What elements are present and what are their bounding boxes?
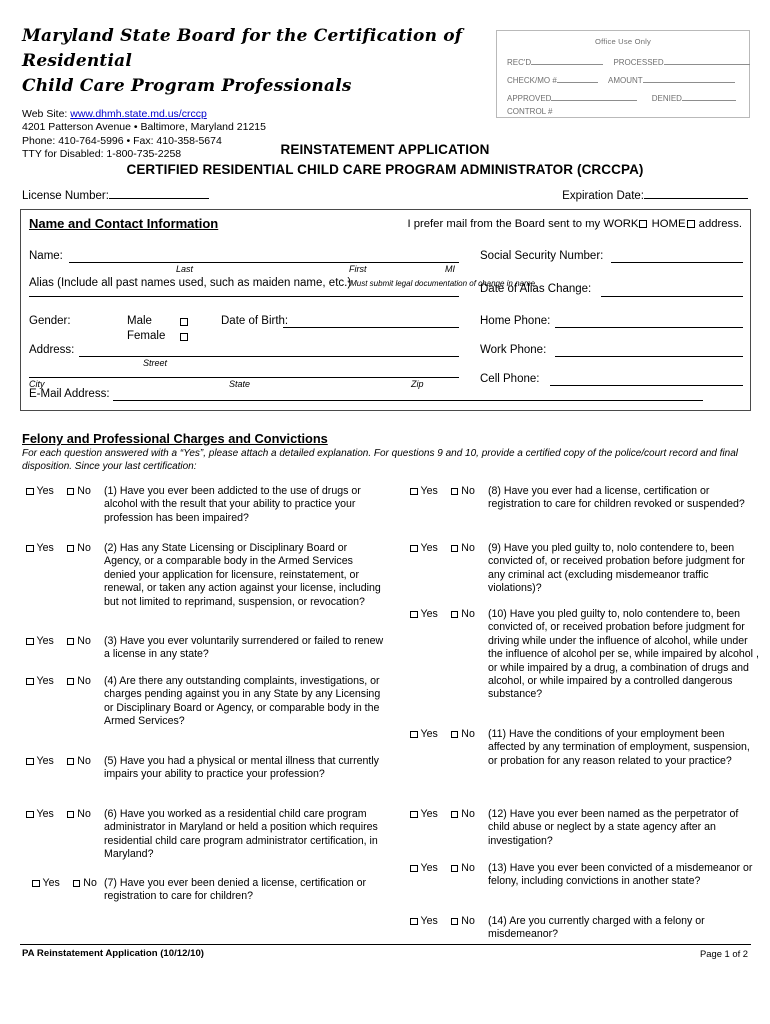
question-answer-checkboxes [410,915,475,927]
address-label: Address: [29,344,75,356]
address-sub-street: Street [143,358,168,368]
mail-preference-home-label: HOME [651,218,686,230]
cell-phone-input[interactable] [550,385,743,386]
question-text: (10) Have you pled guilty to, nolo contendere to, been convicted of, or received probation before judgment for driving while under the influence of alcohol, while under the influence of alcohol per se, while impaired by alcohol , or while impaired by a drug, a combination of drugs and alcohol, or while impaired by a controlled dangerous substance? [488,608,759,701]
application-title-line1: REINSTATEMENT APPLICATION [280,142,490,157]
felony-intro-text [22,448,750,473]
question-5-no-checkbox[interactable] [67,758,75,766]
office-use-only-box [496,30,750,118]
question-9-yes-checkbox[interactable] [410,545,418,553]
license-expiration-row [22,187,750,203]
question-2-yes-checkbox[interactable] [26,545,34,553]
application-title-line2: CERTIFIED RESIDENTIAL CHILD CARE PROGRAM ADMINISTRATOR (CRCCPA) [126,162,644,177]
felony-intro-line2: disposition. Since your last certification: [22,460,197,472]
check-mo-field[interactable] [557,73,598,83]
no-label: No [461,608,475,620]
mail-preference-label: I prefer mail from the Board sent to my WORK [407,218,639,230]
question-answer-checkboxes [26,635,91,647]
question-10-no-checkbox[interactable] [451,611,459,619]
yes-label: Yes [36,755,54,767]
yes-label: Yes [420,808,438,820]
question-answer-checkboxes [410,728,475,740]
address-street-input[interactable] [79,356,459,357]
approved-field[interactable] [551,91,637,101]
question-8-yes-checkbox[interactable] [410,488,418,496]
gender-male-checkbox[interactable] [180,318,188,326]
yes-label: Yes [36,808,54,820]
felony-intro-line1: For each question answered with a “Yes”, please attach a detailed explanation. For questions 9 and 10, provide a certified copy of the police/court record and final [22,448,738,459]
license-number-label: License Number: [22,190,109,202]
dob-input[interactable] [283,327,459,328]
question-answer-checkboxes [32,877,97,889]
gender-female-label: Female [127,330,166,342]
question-text: (1) Have you ever been addicted to the use of drugs or alcohol with the result that your ability to practice your profession has been impaired? [104,485,361,524]
name-label: Name: [29,250,63,262]
question-3-no-checkbox[interactable] [67,638,75,646]
question-text: (3) Have you ever voluntarily surrendered or failed to renew a license in any state? [104,635,384,661]
question-text: (13) Have you ever been convicted of a misdemeanor or felony, including convictions in another state? [488,862,753,888]
amount-label: AMOUNT [608,76,643,85]
question-3-yes-checkbox[interactable] [26,638,34,646]
footer-form-id: PA Reinstatement Application (10/12/10) [22,948,204,959]
name-contact-section [20,209,751,411]
work-address-checkbox[interactable] [639,220,647,228]
question-answer-checkboxes [26,542,91,554]
question-text: (6) Have you worked as a residential child care program administrator in Maryland or held a position which requires residential child care program administrator certification, in Maryland? [104,808,378,861]
home-address-checkbox[interactable] [687,220,695,228]
name-sub-last: Last [176,264,194,274]
no-label: No [461,485,475,497]
question-text: (5) Have you had a physical or mental illness that currently impairs your ability to practice your profession? [104,755,379,781]
yes-label: Yes [420,542,438,554]
section-heading-felony: Felony and Professional Charges and Convictions [22,431,328,446]
yes-label: Yes [36,635,54,647]
office-row-approved [507,91,741,106]
question-answer-checkboxes [410,608,475,620]
question-answer-checkboxes [26,675,91,687]
denied-field[interactable] [682,91,736,101]
website-label: Web Site: [22,108,68,120]
question-6-no-checkbox[interactable] [67,811,75,819]
question-text: (11) Have the conditions of your employment been affected by any termination of employment, suspension, or probation for any reason related to your practice? [488,728,750,767]
question-12-yes-checkbox[interactable] [410,811,418,819]
page-footer [22,948,750,962]
control-label: CONTROL # [507,107,553,116]
name-sub-mi: MI [445,264,455,274]
street-address-line: 4201 Patterson Avenue • Baltimore, Maryland 21215 [22,121,266,134]
question-text: (4) Are there any outstanding complaints, investigations, or charges pending against you in any State by any Licensing or Disciplinary Board or Agency, or comparable body in the Armed Services? [104,675,381,728]
question-11-no-checkbox[interactable] [451,731,459,739]
phone-fax-line: Phone: 410-764-5996 • Fax: 410-358-5674 [22,134,222,147]
name-sub-first: First [349,264,367,274]
question-answer-checkboxes [410,808,475,820]
address-city-state-zip-input[interactable] [29,377,459,378]
name-input[interactable] [69,262,459,263]
no-label: No [461,542,475,554]
no-label: No [83,877,97,889]
no-label: No [461,915,475,927]
processed-field[interactable] [664,55,750,65]
question-5-yes-checkbox[interactable] [26,758,34,766]
approved-label: APPROVED [507,94,552,103]
license-number-input[interactable] [109,187,209,199]
question-8-no-checkbox[interactable] [451,488,459,496]
yes-label: Yes [420,862,438,874]
question-answer-checkboxes [410,485,475,497]
work-phone-input[interactable] [555,356,743,357]
question-9-no-checkbox[interactable] [451,545,459,553]
no-label: No [77,755,91,767]
question-14-yes-checkbox[interactable] [410,918,418,926]
yes-label: Yes [420,728,438,740]
footer-divider [20,944,751,945]
alias-note: *Must submit legal documentation of change in name. [347,279,538,288]
no-label: No [77,808,91,820]
yes-label: Yes [36,542,54,554]
page-title [0,140,770,180]
board-title [22,24,472,99]
tty-line: TTY for Disabled: 1-800-735-2258 [22,148,182,161]
no-label: No [77,485,91,497]
question-10-yes-checkbox[interactable] [410,611,418,619]
question-1-no-checkbox[interactable] [67,488,75,496]
website-line [22,108,472,121]
yes-label: Yes [36,485,54,497]
denied-label: DENIED [651,94,682,103]
alias-change-date-label: Date of Alias Change: [480,283,592,295]
question-11-yes-checkbox[interactable] [410,731,418,739]
yes-label: Yes [36,675,54,687]
board-title-line1: Maryland State Board for the Certification of Residential [22,26,463,71]
question-1-yes-checkbox[interactable] [26,488,34,496]
expiration-date-input[interactable] [644,187,748,199]
question-text: (14) Are you currently charged with a felony or misdemeanor? [488,915,705,941]
yes-label: Yes [420,485,438,497]
processed-label: PROCESSED [613,58,664,67]
gender-male-label: Male [127,315,152,327]
question-13-yes-checkbox[interactable] [410,865,418,873]
question-7-yes-checkbox[interactable] [32,880,40,888]
cell-phone-label: Cell Phone: [480,373,540,385]
yes-label: Yes [420,915,438,927]
question-answer-checkboxes [26,485,91,497]
website-link[interactable]: www.dhmh.state.md.us/crccp [70,108,207,120]
gender-label: Gender: [29,315,71,327]
office-row-check [507,73,741,88]
question-6-yes-checkbox[interactable] [26,811,34,819]
question-13-no-checkbox[interactable] [451,865,459,873]
mail-preference-suffix: address. [698,218,742,230]
amount-field[interactable] [643,73,735,83]
question-2-no-checkbox[interactable] [67,545,75,553]
office-row-recd [507,55,741,70]
board-title-line2: Child Care Program Professionals [22,76,352,96]
check-mo-label: CHECK/MO # [507,76,557,85]
alias-label: Alias (Include all past names used, such as maiden name, etc.) [29,277,352,289]
question-7-no-checkbox[interactable] [73,880,81,888]
alias-input[interactable] [29,296,459,297]
no-label: No [461,808,475,820]
no-label: No [461,862,475,874]
question-14-no-checkbox[interactable] [451,918,459,926]
expiration-date-label: Expiration Date: [562,190,644,202]
no-label: No [77,635,91,647]
recd-field[interactable] [531,55,603,65]
question-answer-checkboxes [26,808,91,820]
ssn-label: Social Security Number: [480,250,604,262]
question-text: (7) Have you ever been denied a license, certification or registration to care for children? [104,877,367,903]
section-heading-name-contact: Name and Contact Information [29,216,219,231]
address-sub-zip: Zip [411,379,424,389]
address-sub-state: State [229,379,251,389]
alias-change-date-input[interactable] [601,296,743,297]
no-label: No [77,542,91,554]
yes-label: Yes [42,877,60,889]
yes-label: Yes [420,608,438,620]
email-label: E-Mail Address: [29,388,110,400]
license-number-group [22,187,209,202]
home-phone-input[interactable] [555,327,743,328]
dob-label: Date of Birth: [221,315,289,327]
home-phone-label: Home Phone: [480,315,551,327]
question-answer-checkboxes [410,542,475,554]
office-row-control [507,107,741,122]
recd-label: REC'D [507,58,532,67]
expiration-date-group [562,187,748,202]
question-text: (9) Have you pled guilty to, nolo contendere to, been convicted of, or received probation before judgment for any criminal act (excluding misdemeanor traffic violations)? [488,542,745,595]
address-sub-city: City [29,379,45,389]
question-text: (2) Has any State Licensing or Disciplinary Board or Agency, or a comparable body in the Armed Services denied your application for licensure, reinstatement, or renewal, or taken any action against your license, including but not limited to reprimand, suspension, or revocation? [104,542,381,608]
question-answer-checkboxes [410,862,475,874]
no-label: No [461,728,475,740]
gender-female-checkbox[interactable] [180,333,188,341]
mail-preference-row [407,218,742,230]
footer-page-number: Page 1 of 2 [700,948,748,959]
question-answer-checkboxes [26,755,91,767]
question-4-no-checkbox[interactable] [67,678,75,686]
email-input[interactable] [113,400,703,401]
ssn-input[interactable] [611,262,743,263]
question-4-yes-checkbox[interactable] [26,678,34,686]
question-text: (12) Have you ever been named as the perpetrator of child abuse or neglect by a state agency after an investigation? [488,808,739,847]
office-use-only-title: Office Use Only [594,37,652,46]
work-phone-label: Work Phone: [480,344,547,356]
question-12-no-checkbox[interactable] [451,811,459,819]
question-text: (8) Have you ever had a license, certification or registration to care for children revoked or suspended? [488,485,745,511]
no-label: No [77,675,91,687]
